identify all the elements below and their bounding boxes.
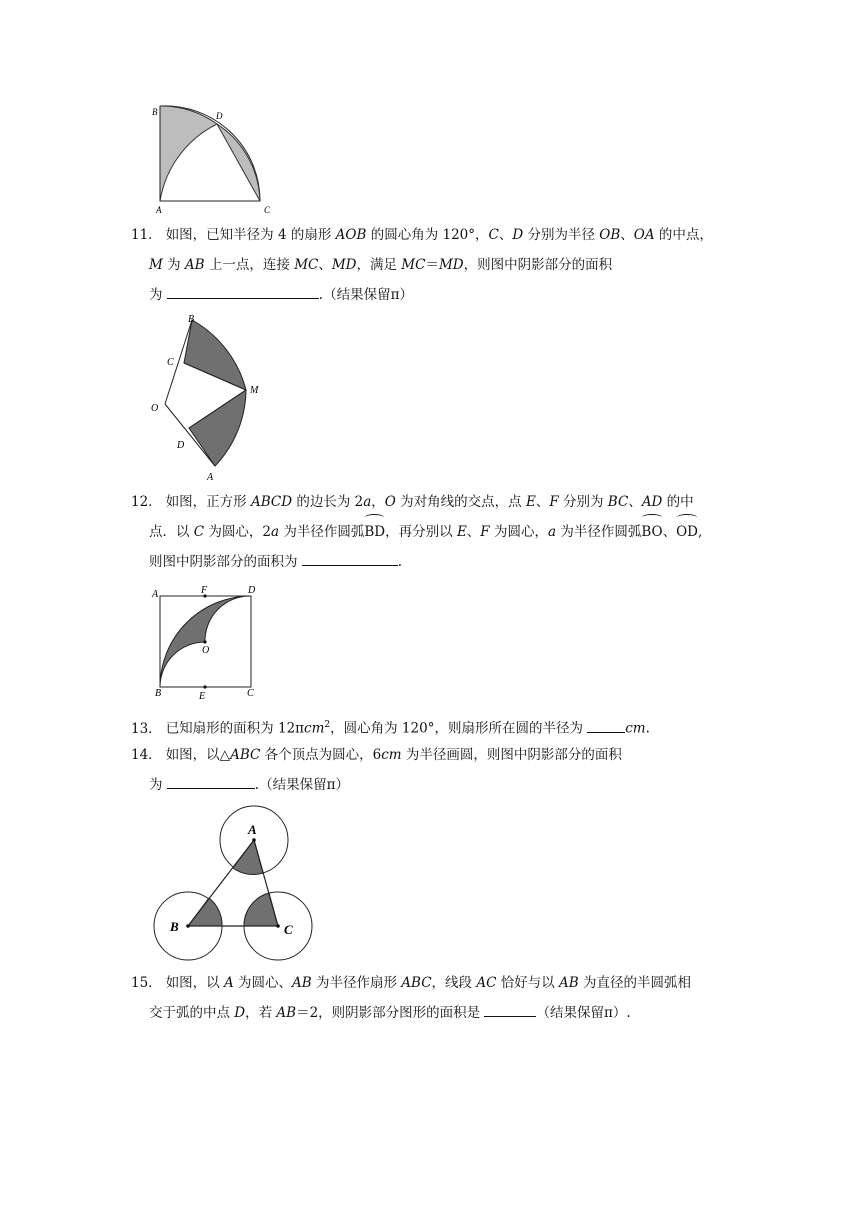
text-segment: BO xyxy=(641,517,662,547)
text-segment: , xyxy=(697,524,703,540)
answer-blank-13[interactable] xyxy=(587,717,625,733)
text-segment: MD xyxy=(438,257,464,273)
figure-sector-aob xyxy=(145,310,275,486)
answer-blank-11[interactable] xyxy=(167,283,319,299)
text-segment: O xyxy=(384,494,396,510)
text-segment: 、 xyxy=(466,524,481,540)
label-m: M xyxy=(250,385,259,396)
text-segment: 为 xyxy=(149,287,167,303)
text-segment: cm xyxy=(304,720,325,737)
text-segment: a xyxy=(547,524,557,540)
text-segment: 、 xyxy=(318,257,332,273)
text-segment: 为圆心，2 xyxy=(204,524,272,540)
text-segment: MC xyxy=(401,257,426,273)
text-segment: 已知扇形的面积为 12π xyxy=(165,720,305,737)
text-segment: AC xyxy=(476,975,497,991)
text-segment: F xyxy=(480,524,490,540)
text-segment: 的边长为 2 xyxy=(292,494,364,510)
text-segment: E xyxy=(525,494,536,510)
text-segment: 为圆心， xyxy=(489,524,548,540)
text-segment: BC xyxy=(607,494,629,510)
text-segment: cm xyxy=(381,747,402,763)
text-segment: 为圆心、 xyxy=(233,975,293,991)
answer-blank-14[interactable] xyxy=(167,773,255,789)
text-segment: 14． xyxy=(131,747,162,763)
text-segment: D xyxy=(512,227,524,243)
text-segment: 15． xyxy=(131,975,162,991)
text-segment: 点．以 xyxy=(149,524,194,540)
text-segment: .（结果保留π） xyxy=(318,287,413,303)
text-segment: BD xyxy=(364,517,385,547)
text-segment: C xyxy=(488,227,499,243)
label-d: D xyxy=(248,585,256,596)
label-o: O xyxy=(151,403,159,414)
text-segment: A xyxy=(223,975,234,991)
text-segment: C xyxy=(193,524,205,540)
text-segment: 为 xyxy=(149,777,167,793)
text-segment: 的中 xyxy=(662,494,694,510)
text-segment: 上一点，连接 xyxy=(204,257,295,273)
question-12 xyxy=(131,487,731,577)
question-11 xyxy=(131,220,731,310)
question-13 xyxy=(131,710,731,740)
text-segment: 、 xyxy=(628,494,642,510)
text-segment: 、 xyxy=(662,524,677,540)
text-segment: ABCD xyxy=(250,494,293,510)
label-o: O xyxy=(202,645,210,656)
label-a: A xyxy=(156,205,162,215)
label-c: C xyxy=(247,688,254,699)
text-segment: 为直径的半圆弧相 xyxy=(578,975,691,991)
answer-blank-12[interactable] xyxy=(302,550,398,566)
label-c: C xyxy=(284,922,293,937)
text-segment: 如图，正方形 xyxy=(165,494,251,510)
text-segment: ，若 xyxy=(245,1005,277,1021)
text-segment: .（结果保留π） xyxy=(254,777,349,793)
text-segment: （结果保留π）. xyxy=(536,1005,631,1021)
text-segment: a xyxy=(271,524,280,540)
label-c: C xyxy=(167,357,174,368)
text-segment: MC xyxy=(294,257,319,273)
text-segment: 、 xyxy=(620,227,634,243)
text-segment: AOB xyxy=(335,227,367,243)
text-segment: E xyxy=(456,524,467,540)
question-14 xyxy=(131,740,731,800)
text-segment: 分别为 xyxy=(558,494,608,510)
label-a: A xyxy=(248,822,257,837)
text-segment: 分别为半径 xyxy=(523,227,600,243)
text-segment: 、 xyxy=(498,227,513,243)
text-segment: M xyxy=(149,257,163,273)
text-segment: ，线段 xyxy=(431,975,477,991)
text-segment: 2 xyxy=(324,720,331,730)
label-a: A xyxy=(152,589,159,600)
text-segment: ＝ xyxy=(425,257,439,273)
label-d: D xyxy=(216,111,223,121)
text-segment: cm xyxy=(625,720,646,737)
text-segment: 的圆心角为 120°， xyxy=(366,227,489,243)
text-segment: 为半径作圆弧 xyxy=(556,524,642,540)
text-segment: ，圆心角为 120°，则扇形所在圆的半径为 xyxy=(330,720,588,737)
label-b: B xyxy=(170,919,179,934)
text-segment: D xyxy=(234,1005,246,1021)
label-e: E xyxy=(199,691,206,702)
text-segment: ，满足 xyxy=(356,257,402,273)
text-segment: 为半径作扇形 xyxy=(311,975,402,991)
text-segment: ， xyxy=(371,494,385,510)
text-segment: AB xyxy=(276,1005,297,1021)
text-segment: 为对角线的交点，点 xyxy=(395,494,526,510)
figure-quarter-circle xyxy=(140,98,280,218)
text-segment: ABC xyxy=(401,975,432,991)
text-segment: 如图，以 xyxy=(165,975,224,991)
label-a: A xyxy=(207,472,214,483)
text-segment: 为半径画圆，则图中阴影部分的面积 xyxy=(401,747,622,763)
text-segment: OB xyxy=(599,227,621,243)
figure-square-abcd xyxy=(148,583,268,703)
text-segment: OA xyxy=(633,227,655,243)
label-b: B xyxy=(155,688,162,699)
text-segment: . xyxy=(397,554,403,570)
text-segment: 的中点， xyxy=(654,227,713,243)
label-d: D xyxy=(177,440,185,451)
text-segment: ABC xyxy=(230,747,261,763)
text-segment: ＝2，则阴影部分图形的面积是 xyxy=(296,1005,485,1021)
text-segment: AB xyxy=(292,975,312,991)
text-segment: 如图，以△ xyxy=(165,747,231,763)
text-segment: 12． xyxy=(131,494,162,510)
question-15 xyxy=(131,968,731,1028)
text-segment: AD xyxy=(641,494,663,510)
label-b: B xyxy=(188,314,195,325)
text-segment: OD xyxy=(676,517,698,547)
text-segment: 13． xyxy=(131,720,162,737)
text-segment: a xyxy=(363,494,372,510)
text-segment: 各个顶点为圆心，6 xyxy=(260,747,382,763)
figure-triangle-circles xyxy=(148,804,318,964)
label-c: C xyxy=(264,205,271,215)
text-segment: 11． xyxy=(131,227,162,243)
answer-blank-15[interactable] xyxy=(484,1001,536,1017)
text-segment: 为半径作圆弧 xyxy=(279,524,365,540)
text-segment: 如图，已知半径为 4 的扇形 xyxy=(165,227,336,243)
text-segment: AB xyxy=(184,257,205,273)
text-segment: 、 xyxy=(535,494,550,510)
text-segment: F xyxy=(549,494,559,510)
text-segment: 为 xyxy=(162,257,185,273)
text-segment: . xyxy=(645,720,650,737)
label-f: F xyxy=(201,585,208,596)
text-segment: ，则图中阴影部分的面积 xyxy=(463,257,613,273)
text-segment: AB xyxy=(559,975,579,991)
text-segment: 则图中阴影部分的面积为 xyxy=(149,554,302,570)
text-segment: 恰好与以 xyxy=(496,975,560,991)
label-b: B xyxy=(152,107,158,117)
text-segment: 交于弧的中点 xyxy=(149,1005,235,1021)
text-segment: ，再分别以 xyxy=(385,524,457,540)
text-segment: MD xyxy=(331,257,357,273)
